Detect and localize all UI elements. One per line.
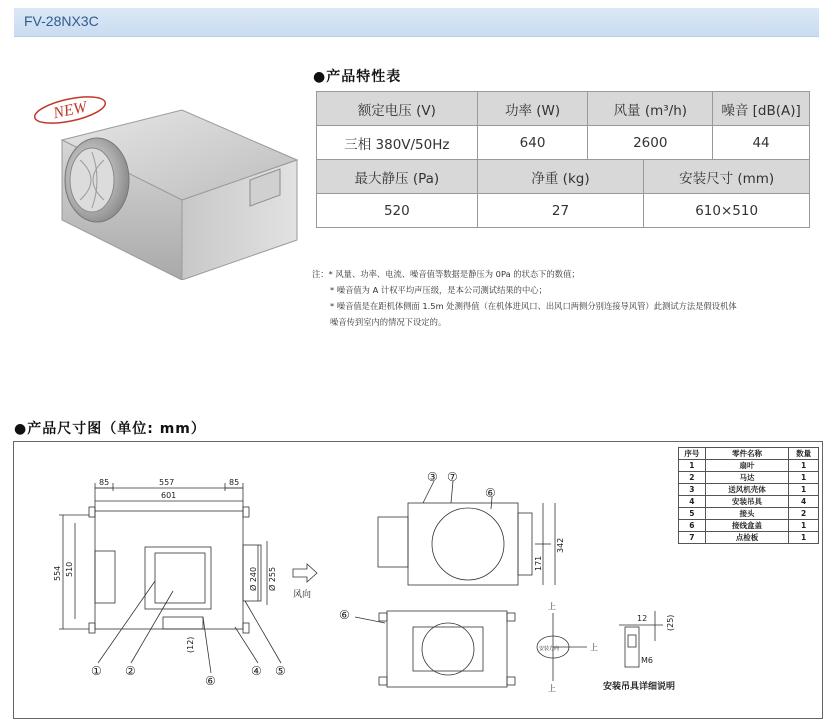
spec-notes [312, 266, 737, 330]
parts-name: 扇叶 [705, 460, 788, 472]
spec-value-static-pressure: 520 [317, 194, 478, 228]
dim-240: Ø 240 [249, 566, 258, 591]
install-direction-label: 安装方向 [539, 646, 560, 652]
dim-85-left: 85 [99, 478, 110, 487]
dim-section-title: ●产品尺寸图（单位: mm） [14, 421, 206, 437]
dim-12: (12) [186, 636, 195, 653]
callout-5: ⑤ [275, 664, 286, 678]
note-line: 注：* 风量、功率、电流、噪音值等数据是静压为 0Pa 的状态下的数值； [312, 269, 580, 279]
parts-name: 马达 [705, 472, 788, 484]
parts-qty: 1 [789, 460, 819, 472]
spec-section-title: ●产品特性表 [313, 69, 402, 85]
parts-header-name: 零件名称 [705, 448, 788, 460]
bracket-caption: 安装吊具详细说明 [603, 682, 676, 692]
spec-header-weight: 净重 (kg) [477, 160, 644, 194]
model-title: FV-28NX3C [24, 13, 99, 29]
parts-name: 接头 [705, 508, 788, 520]
parts-no: 1 [679, 460, 706, 472]
dim-85-right: 85 [229, 478, 240, 487]
spec-header-static-pressure: 最大静压 (Pa) [317, 160, 478, 194]
parts-name: 安装吊具 [705, 496, 788, 508]
spec-table [316, 91, 810, 228]
up-label-bottom: 上 [548, 684, 556, 693]
dim-m6: M6 [641, 656, 653, 665]
spec-header-noise: 噪音 [dB(A)] [713, 92, 810, 126]
callout-6-bottom: ⑥ [339, 608, 350, 622]
parts-no: 4 [679, 496, 706, 508]
callout-7: ⑦ [447, 470, 458, 484]
spec-value-airflow: 2600 [588, 126, 713, 160]
airflow-label: 风向 [293, 590, 312, 600]
callout-3: ③ [427, 470, 438, 484]
parts-no: 7 [679, 532, 706, 544]
parts-qty: 1 [789, 520, 819, 532]
parts-header-no: 序号 [679, 448, 706, 460]
parts-no: 6 [679, 520, 706, 532]
dim-554: 554 [53, 565, 62, 581]
product-image [22, 90, 312, 280]
up-label-right: 上 [590, 643, 598, 652]
spec-value-install-size: 610×510 [644, 194, 810, 228]
parts-name: 点检板 [705, 532, 788, 544]
parts-row [679, 496, 819, 508]
note-line: * 噪音值为 A 计权平均声压级，是本公司测试结果的中心； [330, 285, 547, 295]
callout-1: ① [91, 664, 102, 678]
spec-header-power: 功率 (W) [477, 92, 588, 126]
spec-value-voltage: 三相 380V/50Hz [317, 126, 478, 160]
parts-qty: 1 [789, 484, 819, 496]
parts-no: 3 [679, 484, 706, 496]
up-label-top: 上 [548, 602, 556, 611]
note-line: 噪音传到室内的情况下设定的。 [330, 317, 447, 327]
dim-557: 557 [159, 478, 175, 487]
spec-value-noise: 44 [713, 126, 810, 160]
note-line: * 噪音值是在距机体侧面 1.5m 处测得值（在机体进风口、出风口两侧分别连接导风管）此测试方法是假设机体 [330, 301, 737, 311]
dim-25: (25) [666, 614, 675, 631]
parts-row [679, 508, 819, 520]
dim-510: 510 [65, 561, 74, 577]
spec-header-airflow: 风量 (m³/h) [588, 92, 713, 126]
parts-row [679, 484, 819, 496]
parts-no: 2 [679, 472, 706, 484]
dim-12b: 12 [637, 614, 648, 623]
callout-4: ④ [251, 664, 262, 678]
spec-header-voltage: 额定电压 (V) [317, 92, 478, 126]
parts-table [678, 447, 819, 544]
dim-601: 601 [161, 491, 177, 500]
spec-value-power: 640 [477, 126, 588, 160]
parts-qty: 4 [789, 496, 819, 508]
callout-6-side: ⑥ [485, 486, 496, 500]
dim-171: 171 [534, 555, 543, 571]
parts-qty: 1 [789, 472, 819, 484]
parts-qty: 2 [789, 508, 819, 520]
model-header-bar [14, 8, 819, 37]
parts-row [679, 460, 819, 472]
spec-value-weight: 27 [477, 194, 644, 228]
parts-name: 接线盒盖 [705, 520, 788, 532]
parts-header-qty: 数量 [789, 448, 819, 460]
parts-no: 5 [679, 508, 706, 520]
dim-255: Ø 255 [268, 566, 277, 591]
parts-row [679, 472, 819, 484]
callout-6: ⑥ [205, 674, 216, 688]
parts-name: 送风机壳体 [705, 484, 788, 496]
parts-row [679, 532, 819, 544]
parts-row [679, 520, 819, 532]
new-badge [32, 92, 107, 128]
new-badge-text: NEW [51, 98, 89, 123]
callout-2: ② [125, 664, 136, 678]
dimension-drawing [13, 441, 678, 717]
parts-qty: 1 [789, 532, 819, 544]
dim-342: 342 [556, 537, 565, 553]
spec-header-install-size: 安装尺寸 (mm) [644, 160, 810, 194]
